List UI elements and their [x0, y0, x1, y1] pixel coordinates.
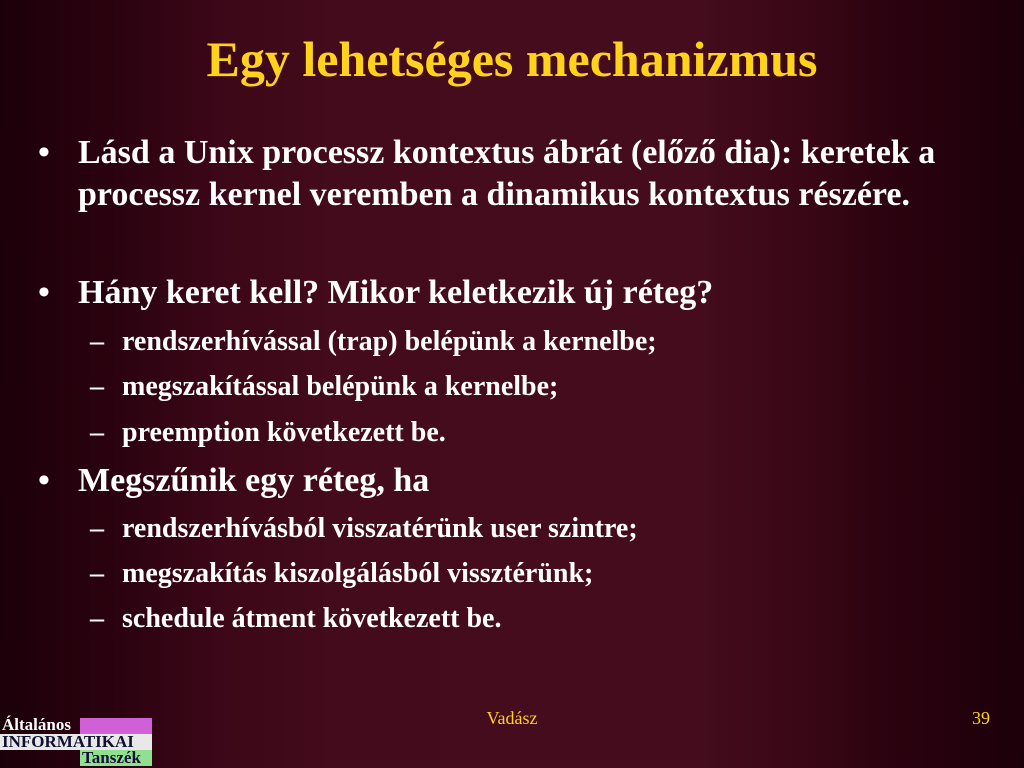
logo-text-line1: Általános — [2, 715, 71, 734]
logo-text-line2: INFORMATIKAI — [2, 732, 134, 751]
bullet-marker: • — [38, 274, 50, 311]
footer-author: Vadász — [486, 708, 538, 728]
bullet-item — [38, 460, 958, 502]
sub-item-text: megszakítás kiszolgálásból vissztérünk; — [122, 558, 594, 589]
dash-marker: – — [90, 558, 104, 589]
sub-item-text: rendszerhívással (trap) belépünk a kernelbe; — [122, 326, 657, 357]
page-number: 39 — [972, 708, 990, 728]
department-logo — [0, 716, 156, 766]
sub-item — [90, 512, 942, 546]
bullet-item — [38, 272, 958, 314]
sub-item — [90, 325, 942, 359]
sub-item — [90, 602, 942, 636]
sub-item-text: rendszerhívásból visszatérünk user szintre; — [122, 513, 638, 544]
slide-title: Egy lehetséges mechanizmus — [206, 31, 818, 87]
sub-item-text: preemption következett be. — [122, 417, 446, 448]
bullet-marker: • — [38, 462, 50, 499]
logo-text-line3: Tanszék — [82, 748, 141, 767]
bullet-marker: • — [38, 134, 50, 171]
bullet-item — [38, 132, 958, 216]
sub-item-text: schedule átment következett be. — [122, 603, 502, 634]
dash-marker: – — [90, 326, 104, 357]
sub-item — [90, 370, 942, 404]
dash-marker: – — [90, 603, 104, 634]
dash-marker: – — [90, 371, 104, 402]
sub-item — [90, 557, 942, 591]
bullet-text: Megszűnik egy réteg, ha — [78, 462, 430, 499]
bullet-text: Hány keret kell? Mikor keletkezik új réteg? — [78, 274, 714, 311]
bullet-text: Lásd a Unix processz kontextus ábrát (előző dia): keretek a processz kernel veremben a dinamikus kontextus részére. — [78, 134, 936, 213]
sub-item — [90, 416, 942, 450]
sub-item-text: megszakítással belépünk a kernelbe; — [122, 371, 559, 402]
dash-marker: – — [90, 417, 104, 448]
dash-marker: – — [90, 513, 104, 544]
